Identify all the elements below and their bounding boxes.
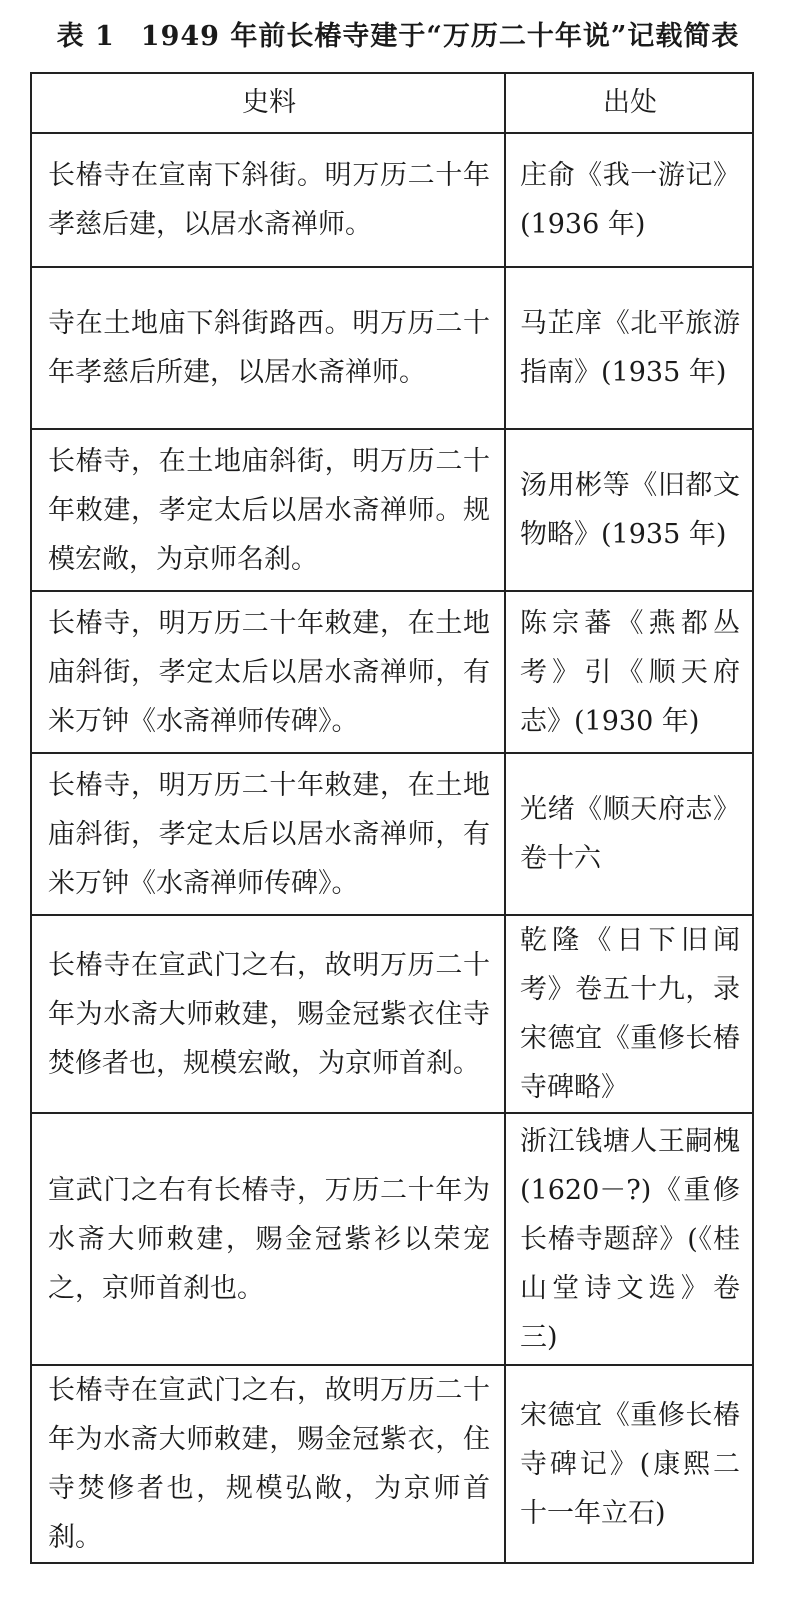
table-row — [31, 1365, 753, 1563]
source-cell: 庄俞《我一游记》(1936 年) — [505, 133, 753, 267]
material-cell: 长椿寺在宣武门之右，故明万历二十年为水斋大师敕建，赐金冠紫衣住寺焚修者也，规模宏敞，为京师首刹。 — [31, 915, 505, 1113]
table-row — [31, 429, 753, 591]
source-cell: 乾隆《日下旧闻考》卷五十九，录宋德宜《重修长椿寺碑略》 — [505, 915, 753, 1113]
source-cell: 宋德宜《重修长椿寺碑记》(康熙二十一年立石) — [505, 1365, 753, 1563]
table-row — [31, 1113, 753, 1365]
source-cell: 汤用彬等《旧都文物略》(1935 年) — [505, 429, 753, 591]
header-source: 出处 — [505, 73, 753, 133]
header-material: 史料 — [31, 73, 505, 133]
source-cell: 陈宗蕃《燕都丛考》引《顺天府志》(1930 年) — [505, 591, 753, 753]
table-caption — [0, 14, 796, 53]
table-row — [31, 591, 753, 753]
table-row — [31, 753, 753, 915]
table-row — [31, 267, 753, 429]
table-number: 表 1 — [56, 21, 115, 52]
source-cell: 浙江钱塘人王嗣槐(1620－?)《重修长椿寺题辞》(《桂山堂诗文选》卷三) — [505, 1113, 753, 1365]
source-cell: 光绪《顺天府志》卷十六 — [505, 753, 753, 915]
material-cell: 寺在土地庙下斜街路西。明万历二十年孝慈后所建，以居水斋禅师。 — [31, 267, 505, 429]
material-cell: 长椿寺，明万历二十年敕建，在土地庙斜街，孝定太后以居水斋禅师，有米万钟《水斋禅师传碑》。 — [31, 591, 505, 753]
records-table — [30, 72, 754, 1564]
table-title: 1949 年前长椿寺建于“万历二十年说”记载简表 — [140, 21, 740, 52]
header-row — [31, 73, 753, 133]
table-row — [31, 133, 753, 267]
table-row — [31, 915, 753, 1113]
source-cell: 马芷庠《北平旅游指南》(1935 年) — [505, 267, 753, 429]
material-cell: 长椿寺，在土地庙斜街，明万历二十年敕建，孝定太后以居水斋禅师。规模宏敞，为京师名刹。 — [31, 429, 505, 591]
material-cell: 宣武门之右有长椿寺，万历二十年为水斋大师敕建，赐金冠紫衫以荣宠之，京师首刹也。 — [31, 1113, 505, 1365]
material-cell: 长椿寺，明万历二十年敕建，在土地庙斜街，孝定太后以居水斋禅师，有米万钟《水斋禅师传碑》。 — [31, 753, 505, 915]
material-cell: 长椿寺在宣武门之右，故明万历二十年为水斋大师敕建，赐金冠紫衣，住寺焚修者也，规模弘敞，为京师首刹。 — [31, 1365, 505, 1563]
material-cell: 长椿寺在宣南下斜街。明万历二十年孝慈后建，以居水斋禅师。 — [31, 133, 505, 267]
